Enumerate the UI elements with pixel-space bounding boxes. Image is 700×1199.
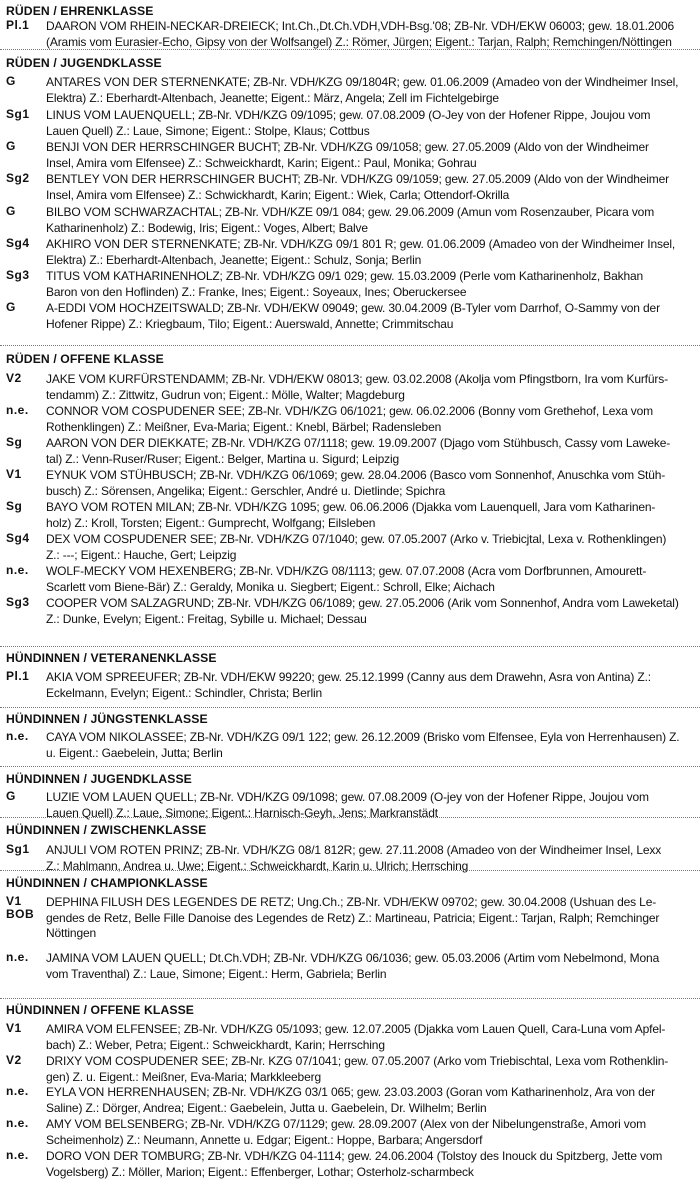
entry-text-line: CONNOR VOM COSPUDENER SEE; ZB-Nr. VDH/KZG 06/1021; gew. 06.02.2006 (Bonny vom Grethehof, Lexa vom bbox=[46, 404, 654, 418]
grade-label: Sg3 bbox=[6, 268, 30, 282]
grade-label: n.e. bbox=[6, 1116, 29, 1130]
entry-text-line: BILBO VOM SCHWARZACHTAL; ZB-Nr. VDH/KZE 09/1 084; gew. 29.06.2009 (Amun vom Rosenzauber, Picara vom bbox=[46, 205, 655, 219]
entry-text-line: Saline) Z.: Dörger, Andrea; Eigent.: Gaebelein, Jutta u. Gaebelein, Dr. Wilhelm; Berlin bbox=[46, 1100, 487, 1115]
entry-text-line: Hofener Rippe) Z.: Kriegbaum, Tilo; Eigent.: Auerswald, Annette; Crimmitschau bbox=[46, 316, 454, 331]
grade-label: G bbox=[6, 789, 16, 803]
grade-label: Sg bbox=[6, 435, 23, 449]
entry-text-line: EYLA VON HERRENHAUSEN; ZB-Nr. VDH/KZG 03/1 065; gew. 23.03.2003 (Goran vom Katharinenholz, Ara von der bbox=[46, 1085, 655, 1099]
section-heading: HÜNDINNEN / CHAMPIONKLASSE bbox=[6, 876, 208, 890]
entry-text-line: JAKE VOM KURFÜRSTENDAMM; ZB-Nr. VDH/EKW 08013; gew. 03.02.2008 (Akolja vom Pfingstborn, Ira vom Kurfürs- bbox=[46, 372, 668, 386]
grade-label: n.e. bbox=[6, 403, 29, 417]
entry-text-line: AKHIRO VON DER STERNENKATE; ZB-Nr. VDH/KZG 09/1 801 R; gew. 01.06.2009 (Amadeo von der Windheimer Insel, bbox=[46, 237, 676, 251]
entry-text-line: Scarlett vom Biene-Bär) Z.: Geraldy, Monika u. Siegbert; Eigent.: Schroll, Elke; Aichach bbox=[46, 579, 495, 594]
section-divider bbox=[0, 345, 700, 346]
entry-text-line: Scheimenholz) Z.: Neumann, Annette u. Edgar; Eigent.: Hoppe, Barbara; Angersdorf bbox=[46, 1132, 483, 1147]
grade-label: Sg bbox=[6, 499, 23, 513]
entry-text-line: ANTARES VON DER STERNENKATE; ZB-Nr. VDH/KZG 09/1804R; gew. 01.06.2009 (Amadeo von der Windheimer Insel, bbox=[46, 75, 679, 89]
section-heading: RÜDEN / OFFENE KLASSE bbox=[6, 352, 164, 366]
entry-text-line: tal) Z.: Venn-Ruser/Ruser; Eigent.: Belger, Martina u. Sigurd; Leipzig bbox=[46, 451, 400, 466]
grade-label: V2 bbox=[6, 1053, 22, 1067]
grade-label: G bbox=[6, 204, 16, 218]
entry-text-line: DEPHINA FILUSH DES LEGENDES DE RETZ; Ung.Ch.; ZB-Nr. VDH/EKW 09702; gew. 30.04.2008 (Ushuan des Le- bbox=[46, 895, 657, 909]
entry-text-line: Z.: Dunke, Evelyn; Eigent.: Freitag, Sybille u. Michael; Dessau bbox=[46, 611, 367, 626]
grade-label: Sg1 bbox=[6, 842, 30, 856]
entry-text-line: busch) Z.: Sörensen, Angelika; Eigent.: Gerschler, André u. Dietlinde; Spichra bbox=[46, 483, 446, 498]
section-divider bbox=[0, 49, 700, 50]
grade-label: G bbox=[6, 139, 16, 153]
section-heading: HÜNDINNEN / OFFENE KLASSE bbox=[6, 1003, 195, 1017]
entry-text-line: A-EDDI VOM HOCHZEITSWALD; ZB-Nr. VDH/EKW 09049; gew. 30.04.2009 (B-Tyler vom Darrhof, O-Sammy von der bbox=[46, 301, 660, 315]
grade-label: V2 bbox=[6, 371, 22, 385]
entry-text-line: BENTLEY VON DER HERRSCHINGER BUCHT; ZB-Nr. VDH/KZG 09/1059; gew. 27.05.2009 (Aldo von der Windheimer bbox=[46, 172, 670, 186]
entry-text-line: BENJI VON DER HERRSCHINGER BUCHT; ZB-Nr. VDH/KZG 09/1058; gew. 27.05.2009 (Aldo von der Windheimer bbox=[46, 140, 649, 154]
entry-text-line: Katharinenholz) Z.: Bodewig, Iris; Eigent.: Voges, Albert; Balve bbox=[46, 220, 368, 235]
section-divider bbox=[0, 646, 700, 647]
section-heading: RÜDEN / EHRENKLASSE bbox=[6, 4, 154, 18]
entry-text-line: gendes de Retz, Belle Fille Danoise des Legendes de Retz) Z.: Martineau, Patricia; Eigent.: Tarjan, Ralph; Remchinger bbox=[46, 910, 660, 925]
grade-label: n.e. bbox=[6, 729, 29, 743]
entry-text-line: Insel, Amira vom Elfensee) Z.: Schwickhardt, Karin; Eigent.: Wiek, Carla; Ottendorf-Okrilla bbox=[46, 187, 510, 202]
entry-text-line: COOPER VOM SALZAGRUND; ZB-Nr. VDH/KZG 06/1089; gew. 27.05.2006 (Arik vom Sonnenhof, Andra vom Laweketal) bbox=[46, 596, 679, 610]
entry-text-line: Lauen Quell) Z.: Laue, Simone; Eigent.: Stolpe, Klaus; Cottbus bbox=[46, 123, 370, 138]
entry-text-line: ANJULI VOM ROTEN PRINZ; ZB-Nr. VDH/KZG 08/1 812R; gew. 27.11.2008 (Amadeo von der Windheimer Insel, Lexx bbox=[46, 843, 662, 857]
section-divider bbox=[0, 766, 700, 767]
entry-text-line: DAARON VOM RHEIN-NECKAR-DREIECK; Int.Ch.,Dt.Ch.VDH,VDH-Bsg.'08; ZB-Nr. VDH/EKW 06003; gew. 18.01.2006 bbox=[46, 19, 675, 33]
entry-text-line: Z.: ---; Eigent.: Hauche, Gert; Leipzig bbox=[46, 547, 237, 562]
grade-label: n.e. bbox=[6, 1148, 29, 1162]
entry-text-line: u. Eigent.: Gaebelein, Jutta; Berlin bbox=[46, 745, 223, 760]
entry-text-line: Vogelsberg) Z.: Möller, Marion; Eigent.: Effenberger, Lothar; Osterholz-scharmbeck bbox=[46, 1164, 474, 1179]
entry-text-line: bach) Z.: Weber, Petra; Eigent.: Schweickhardt, Karin; Herrsching bbox=[46, 1037, 385, 1052]
section-heading: RÜDEN / JUGENDKLASSE bbox=[6, 56, 162, 70]
entry-text-line: holz) Z.: Kroll, Torsten; Eigent.: Gumprecht, Wolfgang; Eilsleben bbox=[46, 515, 376, 530]
entry-text-line: CAYA VOM NIKOLASSEE; ZB-Nr. VDH/KZG 09/1 122; gew. 26.12.2009 (Brisko vom Elfensee, Eyla von Herrenhausen) Z. bbox=[46, 730, 680, 744]
entry-text-line: Z.: Mahlmann, Andrea u. Uwe; Eigent.: Schweickhardt, Karin u. Ulrich; Herrsching bbox=[46, 858, 469, 873]
grade-label: G bbox=[6, 74, 16, 88]
grade-label: Sg4 bbox=[6, 531, 30, 545]
section-divider bbox=[0, 707, 700, 708]
section-divider bbox=[0, 998, 700, 999]
section-heading: HÜNDINNEN / VETERANENKLASSE bbox=[6, 651, 217, 665]
entry-text-line: DRIXY VOM COSPUDENER SEE; ZB-Nr. KZG 07/1041; gew. 07.05.2007 (Arko vom Triebischtal, Lexa vom Rothenklin- bbox=[46, 1054, 669, 1068]
grade-label: G bbox=[6, 300, 16, 314]
entry-text-line: BAYO VOM ROTEN MILAN; ZB-Nr. VDH/KZG 1095; gew. 06.06.2006 (Djakka vom Lauenquell, Jara vom Katharinen- bbox=[46, 500, 656, 514]
grade-label: V1 BOB bbox=[6, 894, 35, 921]
entry-text-line: (Aramis vom Eurasier-Echo, Gipsy von der Wolfsangel) Z.: Römer, Jürgen; Eigent.: Tarjan, Ralph; Remchingen/Nöttingen bbox=[46, 34, 672, 49]
entry-text-line: tendamm) Z.: Zittwitz, Gudrun von; Eigent.: Mölle, Walter; Magdeburg bbox=[46, 387, 405, 402]
section-divider bbox=[0, 870, 700, 871]
entry-text-line: Insel, Amira vom Elfensee) Z.: Schweickhardt, Karin; Eigent.: Paul, Monika; Gohrau bbox=[46, 155, 477, 170]
entry-text-line: AKIA VOM SPREEUFER; ZB-Nr. VDH/EKW 99220; gew. 25.12.1999 (Canny aus dem Drawehn, Asra von Antina) Z.: bbox=[46, 670, 651, 684]
grade-label: Sg3 bbox=[6, 595, 30, 609]
entry-text-line: DEX VOM COSPUDENER SEE; ZB-Nr. VDH/KZG 07/1040; gew. 07.05.2007 (Arko v. Triebicjtal, Lexa v. Rothenklingen) bbox=[46, 532, 667, 546]
entry-text-line: Baron von den Hoflinden) Z.: Franke, Ines; Eigent.: Soyeaux, Ines; Oberuckersee bbox=[46, 284, 467, 299]
entry-text-line: WOLF-MECKY VOM HEXENBERG; ZB-Nr. VDH/KZG 08/1113; gew. 07.07.2008 (Acra vom Dorfbrunnen, Amourett- bbox=[46, 564, 647, 578]
entry-text-line: AMIRA VOM ELFENSEE; ZB-Nr. VDH/KZG 05/1093; gew. 12.07.2005 (Djakka vom Lauen Quell, Cara-Luna vom Apfel- bbox=[46, 1022, 666, 1036]
grade-label: Sg1 bbox=[6, 107, 30, 121]
entry-text-line: Elektra) Z.: Eberhardt-Altenbach, Jeanette; Eigent.: Schulz, Sonja; Berlin bbox=[46, 252, 422, 267]
grade-label: Sg2 bbox=[6, 171, 30, 185]
entry-text-line: Nöttingen bbox=[46, 926, 97, 940]
entry-text-line: DORO VON DER TOMBURG; ZB-Nr. VDH/KZG 04-1114; gew. 24.06.2004 (Tolstoy des Inouck du Spitzberg, Jette vom bbox=[46, 1149, 663, 1163]
entry-text-line: EYNUK VOM STÜHBUSCH; ZB-Nr. VDH/KZG 06/1069; gew. 28.04.2006 (Basco vom Sonnenhof, Anuschka vom Stüh- bbox=[46, 468, 666, 482]
grade-label: Sg4 bbox=[6, 236, 30, 250]
entry-text-line: vom Traventhal) Z.: Laue, Simone; Eigent.: Herm, Gabriela; Berlin bbox=[46, 966, 387, 981]
grade-label: Pl.1 bbox=[6, 18, 30, 32]
entry-text-line: JAMINA VOM LAUEN QUELL; Dt.Ch.VDH; ZB-Nr. VDH/KZG 06/1036; gew. 05.03.2006 (Artim vom Nebelmond, Mona bbox=[46, 951, 660, 965]
grade-label: n.e. bbox=[6, 950, 29, 964]
entry-text-line: LUZIE VOM LAUEN QUELL; ZB-Nr. VDH/KZG 09/1098; gew. 07.08.2009 (O-jey von der Hofener Rippe, Joujou vom bbox=[46, 790, 649, 804]
grade-label: V1 bbox=[6, 467, 22, 481]
grade-label: V1 bbox=[6, 1021, 22, 1035]
section-heading: HÜNDINNEN / JUGENDKLASSE bbox=[6, 772, 192, 786]
section-heading: HÜNDINNEN / ZWISCHENKLASSE bbox=[6, 823, 207, 837]
entry-text-line: LINUS VOM LAUENQUELL; ZB-Nr. VDH/KZG 09/1095; gew. 07.08.2009 (O-Jey von der Hofener Rippe, Joujou vom bbox=[46, 108, 651, 122]
grade-label: Pl.1 bbox=[6, 669, 30, 683]
section-divider bbox=[0, 817, 700, 818]
entry-text-line: AMY VOM BELSENBERG; ZB-Nr. VDH/KZG 07/1129; gew. 28.09.2007 (Alex von der Nibelungenstraße, Amori vom bbox=[46, 1117, 647, 1131]
entry-text-line: Lauen Quell) Z.: Laue, Simone; Eigent.: Harnisch-Geyh, Jens; Markranstädt bbox=[46, 805, 438, 820]
entry-text-line: TITUS VOM KATHARINENHOLZ; ZB-Nr. VDH/KZG 09/1 029; gew. 15.03.2009 (Perle vom Katharinenholz, Bakhan bbox=[46, 269, 644, 283]
grade-label: n.e. bbox=[6, 563, 29, 577]
entry-text-line: Eckelmann, Evelyn; Eigent.: Schindler, Christa; Berlin bbox=[46, 685, 323, 700]
grade-label: n.e. bbox=[6, 1084, 29, 1098]
section-heading: HÜNDINNEN / JÜNGSTENKLASSE bbox=[6, 712, 208, 726]
entry-text-line: gen) Z. u. Eigent.: Meißner, Eva-Maria; Markkleeberg bbox=[46, 1069, 321, 1084]
entry-text-line: Rothenklingen) Z.: Meißner, Eva-Maria; Eigent.: Knebl, Bärbel; Radensleben bbox=[46, 419, 442, 434]
entry-text-line: Elektra) Z.: Eberhardt-Altenbach, Jeanette; Eigent.: März, Angela; Zell im Fichtelgebirge bbox=[46, 90, 499, 105]
entry-text-line: AARON VON DER DIEKKATE; ZB-Nr. VDH/KZG 07/1118; gew. 19.09.2007 (Djago vom Stühbusch, Cassy vom Laweke- bbox=[46, 436, 671, 450]
